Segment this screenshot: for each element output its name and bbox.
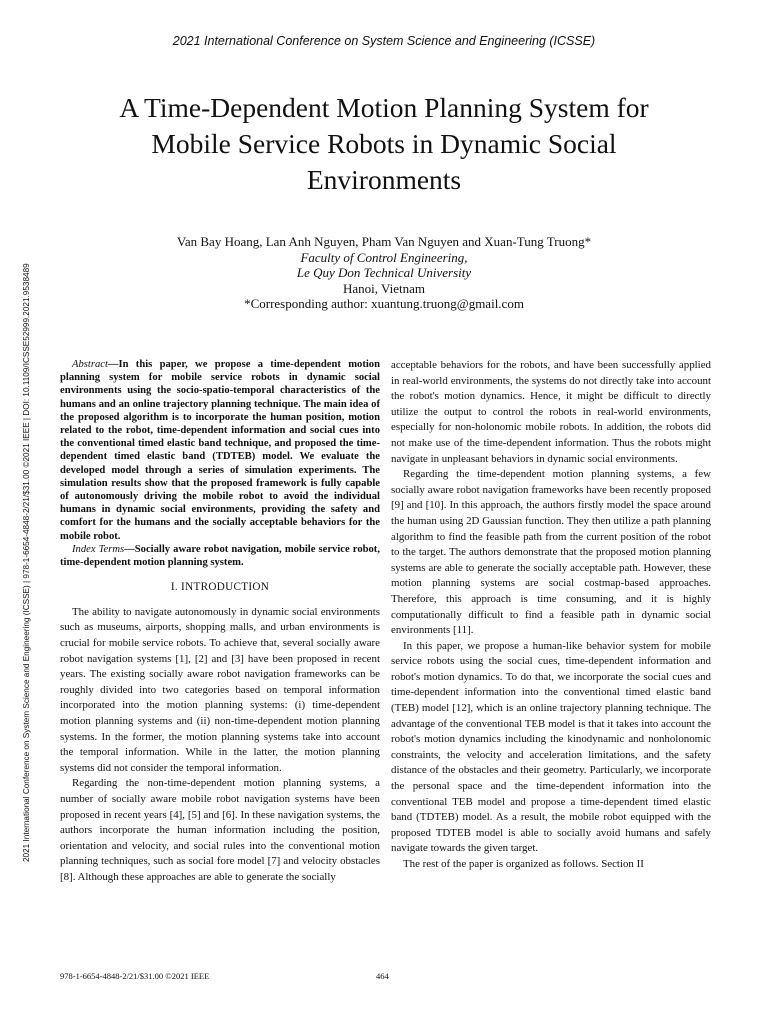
abstract: [60, 358, 380, 543]
author-block: [0, 234, 768, 312]
title-line: Environments: [306, 164, 462, 195]
paper-title: [60, 90, 708, 198]
affiliation: Le Quy Don Technical University: [296, 265, 472, 280]
paragraph: In this paper, we propose a human-like behavior system for mobile service robots using the social cues, time-dependent information and robot's motion dynamics. To do that, we incorporate the social cues and time-dependent information into the conventional timed elastic band (TEB) model [12], which is an online trajectory planning technique. The advantage of the conventional TEB model is that it takes into account the robot's motion dynamics including the kinodynamic and nonholonomic constraints, the velocity and acceleration limitations, and the safety distance of the obstacles and their geometry. Particularly, we incorporate the personal space and the time-dependent information into the conventional TEB model and propose a time-dependent timed elastic band (TDTEB) model. As a result, the mobile robot equipped with the proposed TDTEB model is able to socially avoid humans and safely navigate towards the given target.: [391, 639, 711, 855]
left-column: [60, 358, 380, 886]
paragraph: acceptable behaviors for the robots, and have been successfully applied in real-world environments, the systems do not directly take into account the robot's motion dynamics. Hence, it might be difficult to directly utilize the output to control the robots in real-world environments, especially for non-holonomic mobile robots. In addition, the robots did not make use of the time-dependent information. Thus the robots might navigate in unpleasant behaviors in dynamic social environments.: [391, 359, 711, 465]
paragraph: The rest of the paper is organized as follows. Section II: [403, 858, 644, 870]
author-names: Van Bay Hoang, Lan Anh Nguyen, Pham Van Nguyen and Xuan-Tung Truong*: [176, 234, 592, 249]
right-column: [391, 358, 711, 873]
page-number: 464: [376, 971, 389, 981]
conference-header: 2021 International Conference on System Science and Engineering (ICSSE): [172, 34, 596, 48]
index-terms-text: —Socially aware robot navigation, mobile service robot, time-dependent motion planning system.: [60, 543, 380, 569]
location: Hanoi, Vietnam: [342, 280, 426, 296]
index-terms-lead: Index Terms: [72, 543, 125, 555]
abstract-text: —In this paper, we propose a time-dependent motion planning system for mobile service robots in dynamic social environments using the socio-spatio-temporal characteristics of the humans and an online trajectory planning technique. The main idea of the proposed algorithm is to incorporate the human position, motion related to the robot, time-dependent information and social cues into the conventional timed elastic band technique, and proposed the time-dependent timed elastic band (TDTEB) model. We evaluate the developed model through a series of simulation experiments. The simulation results show that the proposed framework is fully capable of autonomously driving the mobile robot to avoid the individual humans in dynamic social environments, providing the safety and comfort for the humans and the socially acceptable behaviors for the mobile robot.: [60, 359, 380, 542]
title-line: Mobile Service Robots in Dynamic Social: [151, 128, 617, 159]
footer-isbn: 978-1-6654-4848-2/21/$31.00 ©2021 IEEE: [60, 971, 210, 981]
paragraph: The ability to navigate autonomously in dynamic social environments such as museums, airports, shopping malls, and urban environments is crucial for mobile service robots. To achieve that, several socially aware robot navigation systems [1], [2] and [3] have been proposed in recent years. The existing socially aware robot navigation frameworks can be roughly divided into two categories based on temporal information incorporated into the motion planning systems: (i) time-dependent motion planning systems and (ii) non-time-dependent motion planning systems. In the former, the motion planning systems take into account the temporal information. While in the latter, the motion planning systems did not consider the temporal information.: [60, 605, 380, 774]
index-terms: [60, 543, 380, 569]
corresponding-author: *Corresponding author: xuantung.truong@gmail.com: [244, 296, 524, 311]
title-line: A Time-Dependent Motion Planning System for: [119, 92, 649, 123]
doi-side-note: 2021 International Conference on System Science and Engineering (ICSSE) | 978-1-6654-4848-2/21/$31.00 ©2021 IEEE | DOI: 10.1109/ICSSE52999.2021.9538489: [22, 263, 31, 862]
paragraph: Regarding the time-dependent motion planning systems, a few socially aware robot navigation frameworks have been recently proposed [9] and [10]. In this approach, the authors firstly model the space around the human using 2D Gaussian function. They then utilize a path planning algorithm to find the feasible path from the current position of the robot to the target. The authors demonstrate that the proposed motion planning systems are able to generate the socially acceptable path. However, these motion planning systems are social costmap-based approaches. Therefore, this approach is time consuming, and it is highly computationally difficult to find a feasible path in dynamic social environments [11].: [391, 468, 711, 637]
paragraph: Regarding the non-time-dependent motion planning systems, a number of socially aware mobile robot navigation systems have been proposed in recent years [4], [5] and [6]. In these navigation systems, the authors incorporate the human information including the position, orientation and velocity, and social rules into the conventional motion planning techniques, such as social fore model [7] and velocity obstacles [8]. Although these approaches are able to generate the socially: [60, 777, 380, 883]
abstract-lead: Abstract: [72, 359, 108, 370]
affiliation: Faculty of Control Engineering,: [300, 249, 468, 265]
section-heading: I. INTRODUCTION: [170, 581, 270, 594]
